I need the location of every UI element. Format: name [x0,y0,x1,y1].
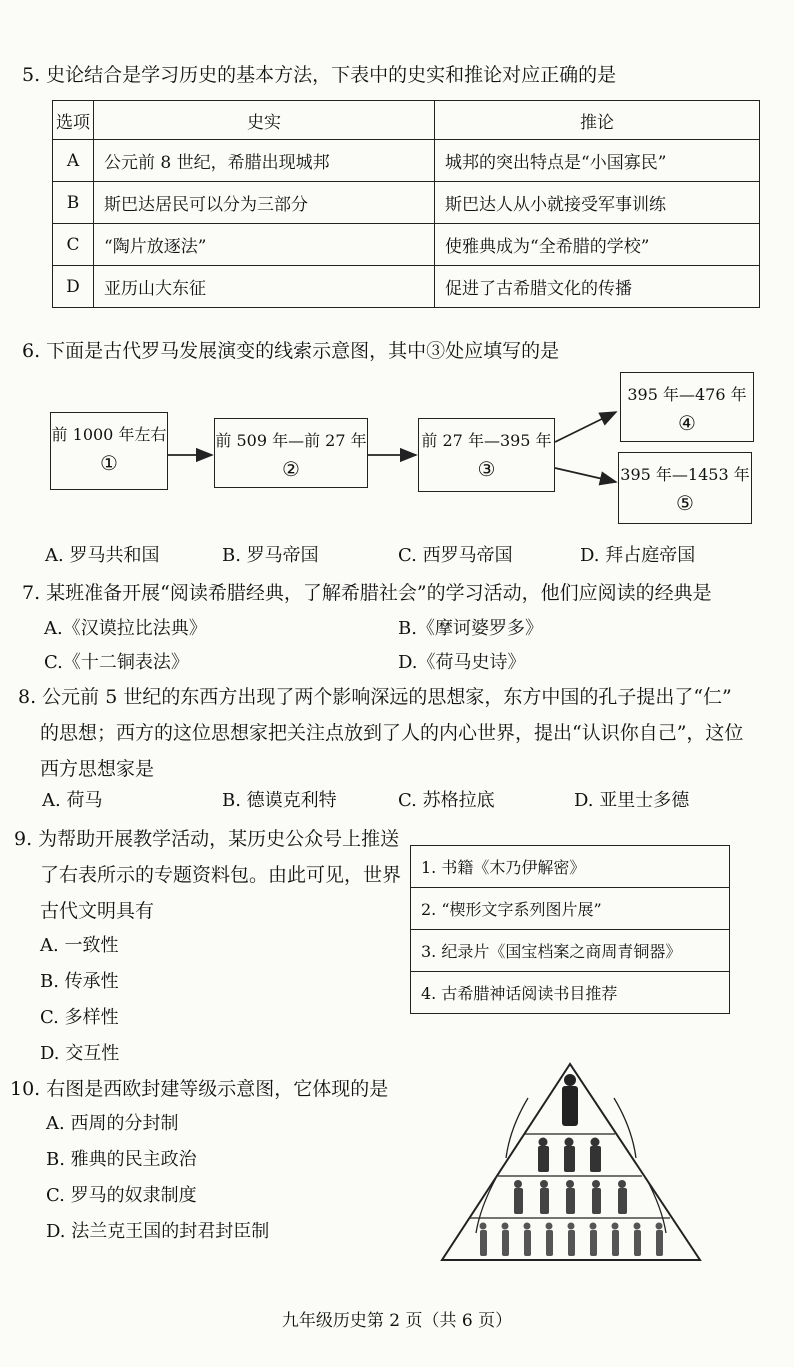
q6-box-4 [620,372,754,442]
q10-option-b: B. 雅典的民主政治 [46,1149,197,1170]
q5-row-fact: 斯巴达居民可以分为三部分 [94,182,435,224]
q6-stem: 6. 下面是古代罗马发展演变的线索示意图，其中③处应填写的是 [22,340,560,362]
q9-option-b: B. 传承性 [40,971,119,992]
q6-box-3 [418,418,555,492]
q5-row-key: C [53,224,94,266]
feudal-pyramid-illustration [410,1058,710,1268]
q5-row-fact: 亚历山大东征 [94,266,435,308]
q9-line-2: 了右表所示的专题资料包。由此可见，世界 [40,864,402,886]
q6-box-period: 前 1000 年左右 [51,425,167,444]
q10-option-d: D. 法兰克王国的封君封臣制 [46,1221,270,1242]
q5-table-row [53,182,760,224]
q7-option-c: C.《十二铜表法》 [44,652,189,673]
q5-row-inference: 促进了古希腊文化的传播 [435,266,760,308]
q5-stem: 5. 史论结合是学习历史的基本方法，下表中的史实和推论对应正确的是 [22,64,617,86]
q5-table-row [53,224,760,266]
q7-option-b: B.《摩诃婆罗多》 [398,618,543,639]
q5-row-key: B [53,182,94,224]
q9-option-a: A. 一致性 [40,935,119,956]
q8-option-c: C. 苏格拉底 [398,790,495,811]
q9-resource-table [410,845,730,1014]
q5-row-key: A [53,140,94,182]
q6-option-c: C. 西罗马帝国 [398,545,513,566]
q6-box-number: ③ [477,457,496,481]
q5-row-fact: 公元前 8 世纪，希腊出现城邦 [94,140,435,182]
q9-line-1: 9. 为帮助开展教学活动，某历史公众号上推送 [14,828,400,850]
q9-line-3: 古代文明具有 [40,900,155,922]
q6-box-number: ① [100,451,118,475]
q9-option-c: C. 多样性 [40,1007,119,1028]
q5-row-inference: 使雅典成为“全希腊的学校” [435,224,760,266]
q7-stem: 7. 某班准备开展“阅读希腊经典，了解希腊社会”的学习活动，他们应阅读的经典是 [22,582,712,604]
q9-option-d: D. 交互性 [40,1043,120,1064]
q8-option-a: A. 荷马 [42,790,103,811]
q6-arrow [555,412,616,442]
q10-option-a: A. 西周的分封制 [46,1113,179,1134]
q5-table-row [53,266,760,308]
q5-row-fact: “陶片放逐法” [94,224,435,266]
q9-resource-item: 3. 纪录片《国宝档案之商周青铜器》 [411,930,730,972]
q7-option-d: D.《荷马史诗》 [398,652,526,673]
q6-box-1 [50,412,168,490]
table-row [411,846,730,888]
q6-box-number: ② [282,457,300,481]
q6-option-d: D. 拜占庭帝国 [580,545,696,566]
q6-box-period: 395 年—1453 年 [620,465,750,484]
q5-table [52,100,760,308]
q5-row-key: D [53,266,94,308]
q8-line-3: 西方思想家是 [40,758,155,780]
q5-header-fact: 史实 [94,101,435,140]
q5-row-inference: 城邦的突出特点是“小国寡民” [435,140,760,182]
q8-option-d: D. 亚里士多德 [574,790,690,811]
q6-box-2 [214,418,368,488]
q5-row-inference: 斯巴达人从小就接受军事训练 [435,182,760,224]
q5-header-option: 选项 [53,101,94,140]
q10-option-c: C. 罗马的奴隶制度 [46,1185,197,1206]
q9-resource-item: 4. 古希腊神话阅读书目推荐 [411,972,730,1014]
q6-box-number: ⑤ [676,491,694,515]
q9-resource-item: 1. 书籍《木乃伊解密》 [411,846,730,888]
q6-box-period: 前 27 年—395 年 [421,431,552,450]
q8-option-b: B. 德谟克利特 [222,790,337,811]
q10-stem: 10. 右图是西欧封建等级示意图，它体现的是 [10,1078,389,1100]
page-footer: 九年级历史第 2 页（共 6 页） [281,1311,513,1331]
q9-resource-item: 2. “楔形文字系列图片展” [411,888,730,930]
q6-option-a: A. 罗马共和国 [45,545,160,566]
q5-header-inference: 推论 [435,101,760,140]
q6-box-number: ④ [678,411,696,435]
table-row [411,930,730,972]
q7-option-a: A.《汉谟拉比法典》 [44,618,207,639]
q8-line-1: 8. 公元前 5 世纪的东西方出现了两个影响深远的思想家，东方中国的孔子提出了“仁” [18,686,732,708]
table-row [411,888,730,930]
q5-table-row [53,140,760,182]
q6-box-period: 前 509 年—前 27 年 [215,431,367,450]
q6-arrow [555,468,616,482]
q6-box-period: 395 年—476 年 [627,385,747,404]
q6-option-b: B. 罗马帝国 [222,545,319,566]
q6-box-5 [618,452,752,524]
q8-line-2: 的思想；西方的这位思想家把关注点放到了人的内心世界，提出“认识你自己”，这位 [40,722,744,744]
table-row [411,972,730,1014]
q5-table-header [53,101,760,140]
